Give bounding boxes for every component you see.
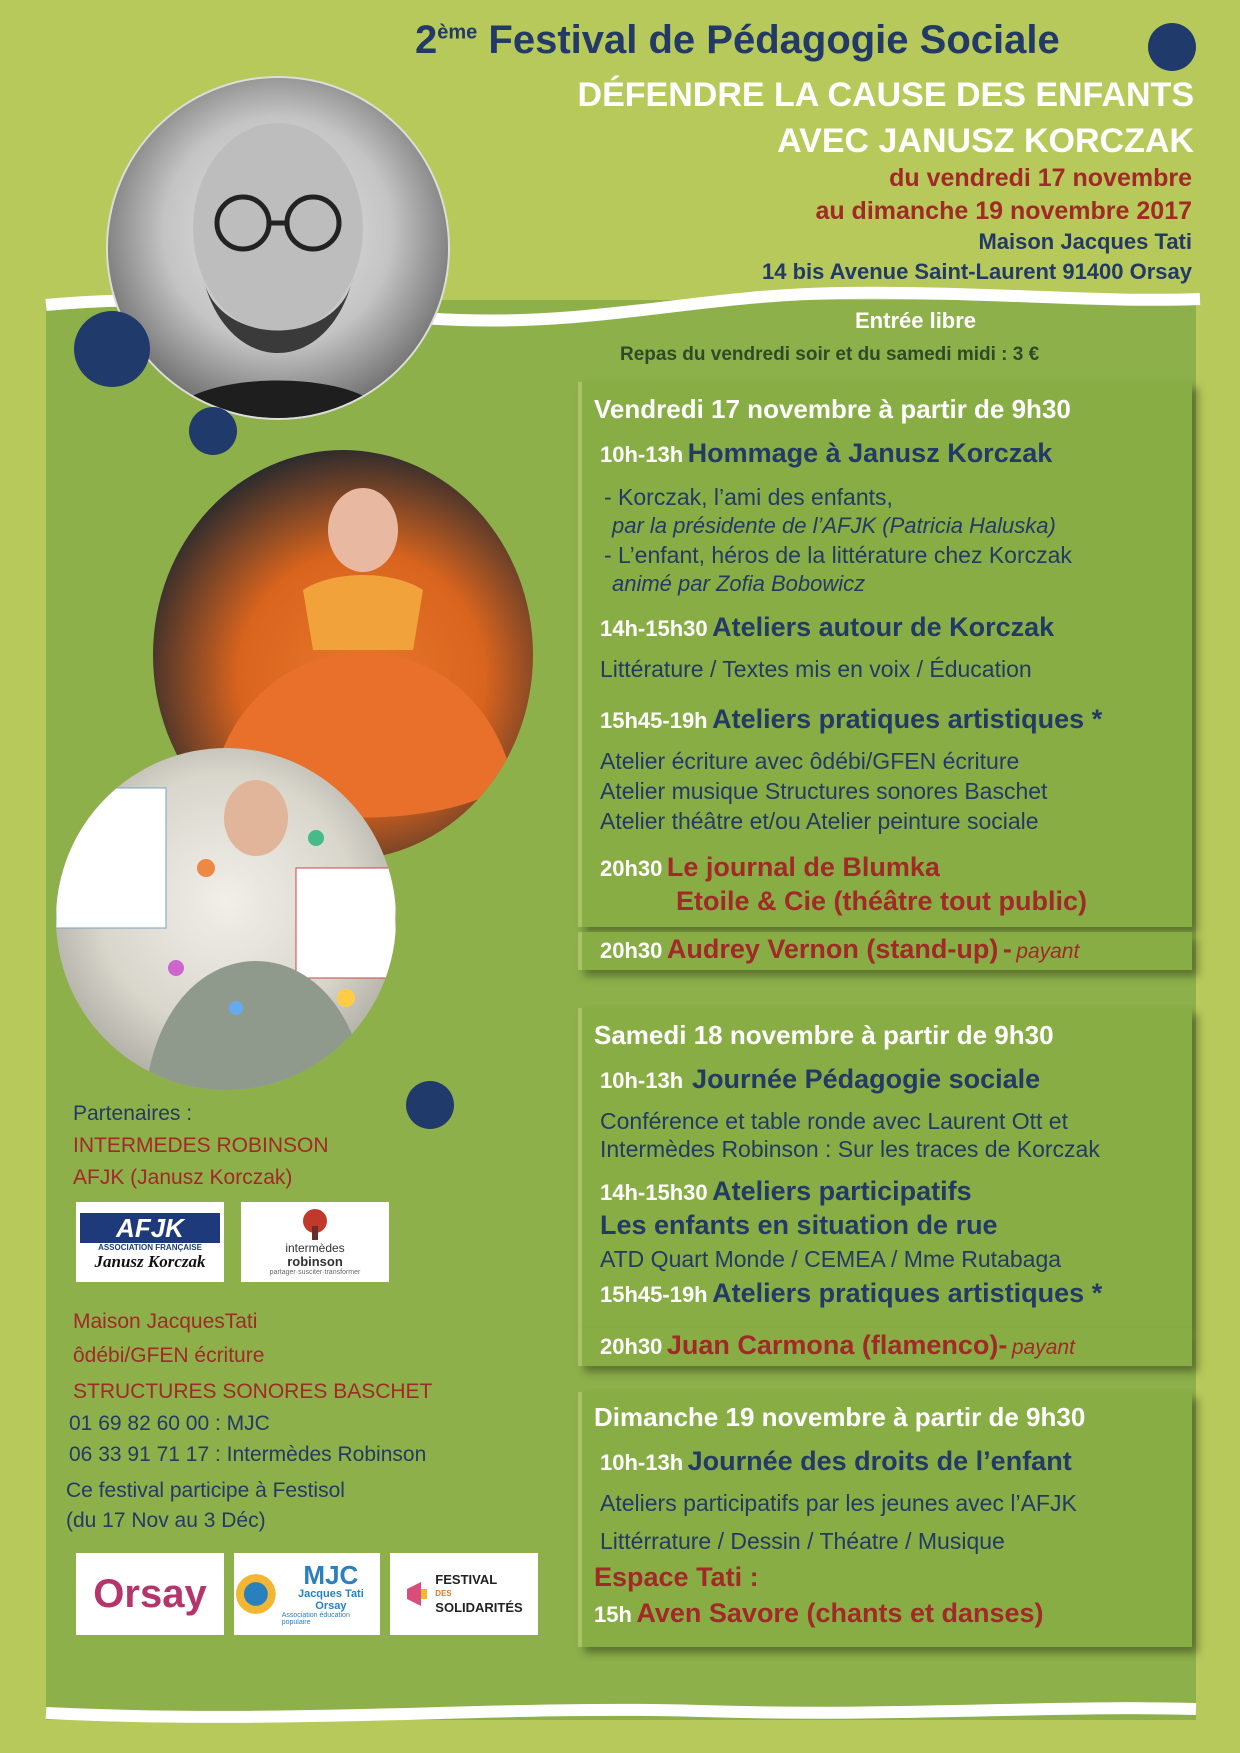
partner-intermedes: INTERMEDES ROBINSON [73, 1134, 329, 1157]
friday-s3-line-1: Atelier écriture avec ôdébi/GFEN écriture [600, 748, 1020, 774]
partner-afjk: AFJK (Janusz Korczak) [73, 1166, 293, 1189]
friday-s1-line-4: animé par Zofia Bobowicz [612, 571, 866, 596]
intermedes-robinson-logo [241, 1202, 389, 1282]
saturday-s2-line-3: ATD Quart Monde / CEMEA / Mme Rutabaga [600, 1246, 1062, 1272]
sunday-s1-line-2: Littérrature / Dessin / Théatre / Musique [600, 1528, 1005, 1554]
friday-show-box [578, 932, 1192, 970]
saturday-show: 20h30 Juan Carmona (flamenco)- payant [600, 1330, 1075, 1360]
afjk-logo [76, 1202, 224, 1282]
festisol-logo-text [435, 1573, 522, 1615]
dates-line-1: du vendredi 17 novembre [889, 164, 1192, 192]
bottom-wave-divider [0, 1695, 1240, 1735]
festisol-line-1: Ce festival participe à Festisol [66, 1479, 345, 1502]
friday-program-box [578, 382, 1192, 927]
mjc-logo-line-2: Jacques Tati [297, 1588, 364, 1600]
woman-confetti-photo [56, 748, 396, 1090]
robinson-logo-line-1: intermèdes [285, 1241, 345, 1255]
mjc-sun-icon [234, 1564, 278, 1624]
partner-maison-tati: Maison JacquesTati [73, 1310, 258, 1333]
friday-session-1: 10h-13h Hommage à Janusz Korczak [600, 438, 1053, 468]
partner-odebi: ôdébi/GFEN écriture [73, 1344, 265, 1367]
address: 14 bis Avenue Saint-Laurent 91400 Orsay [762, 259, 1192, 284]
afjk-logo-title: AFJK [80, 1213, 220, 1243]
festisol-logo-line-3: SOLIDARITÉS [435, 1600, 523, 1615]
navy-dot-header [1148, 23, 1196, 71]
korczak-portrait-photo [108, 78, 448, 418]
saturday-program-box [578, 1008, 1192, 1328]
sunday-heading: Dimanche 19 novembre à partir de 9h30 [594, 1402, 1086, 1432]
friday-heading: Vendredi 17 novembre à partir de 9h30 [594, 394, 1071, 424]
saturday-session-1: 10h-13h Journée Pédagogie sociale [600, 1064, 1041, 1094]
saturday-session-3: 15h45-19h Ateliers pratiques artistiques * [600, 1278, 1103, 1308]
friday-s4-line-2: Etoile & Cie (théâtre tout public) [676, 886, 1088, 916]
friday-s2-line-1: Littérature / Textes mis en voix / Éducation [600, 656, 1032, 682]
portrait-illustration [108, 78, 448, 418]
robinson-logo-line-3: partager·susciter·transformer [269, 1269, 361, 1276]
orsay-logo [76, 1553, 224, 1635]
megaphone-icon [405, 1579, 431, 1609]
saturday-show-box [578, 1328, 1192, 1366]
friday-session-2: 14h-15h30 Ateliers autour de Korczak [600, 612, 1055, 642]
festisol-logo [390, 1553, 538, 1635]
meals-info: Repas du vendredi soir et du samedi midi : 3 € [620, 344, 1040, 365]
mjc-logo-line-4: Association éducation populaire [281, 1612, 350, 1626]
sunday-session-2: 15h Aven Savore (chants et danses) [594, 1598, 1044, 1628]
sunday-session-1: 10h-13h Journée des droits de l’enfant [600, 1446, 1072, 1476]
mjc-logo-text [282, 1562, 380, 1626]
partners-label: Partenaires : [73, 1102, 193, 1125]
festisol-line-2: (du 17 Nov au 3 Déc) [66, 1509, 266, 1532]
friday-session-4: 20h30 Le journal de Blumka [600, 852, 940, 882]
sunday-program-box [578, 1392, 1192, 1647]
saturday-s1-line-1: Conférence et table ronde avec Laurent Ott et [600, 1108, 1068, 1134]
friday-s1-line-1: - Korczak, l’ami des enfants, [604, 484, 893, 510]
mjc-logo-line-3: Orsay [315, 1600, 347, 1612]
partner-baschet: STRUCTURES SONORES BASCHET [73, 1380, 433, 1403]
friday-s1-line-2: par la présidente de l’AFJK (Patricia Haluska) [612, 513, 1056, 538]
navy-dot-large [74, 311, 150, 387]
phone-mjc: 01 69 82 60 00 : MJC [69, 1412, 270, 1435]
festisol-logo-line-1: FESTIVAL [435, 1572, 498, 1587]
tree-icon [295, 1208, 335, 1242]
sunday-s1-line-1: Ateliers participatifs par les jeunes avec l’AFJK [600, 1490, 1077, 1516]
afjk-logo-name: Janusz Korczak [94, 1251, 206, 1271]
festisol-logo-line-2: DES [435, 1589, 452, 1598]
robinson-logo-line-2: robinson [287, 1254, 343, 1269]
friday-show: 20h30 Audrey Vernon (stand-up) - payant [600, 934, 1080, 964]
friday-session-3: 15h45-19h Ateliers pratiques artistiques * [600, 704, 1103, 734]
friday-s1-line-3: - L’enfant, héros de la littérature chez Korczak [604, 542, 1072, 568]
saturday-heading: Samedi 18 novembre à partir de 9h30 [594, 1020, 1054, 1050]
navy-dot-partners [406, 1081, 454, 1129]
mjc-logo [234, 1553, 380, 1635]
dates-line-2: au dimanche 19 novembre 2017 [815, 197, 1192, 225]
mjc-logo-line-1: MJC [303, 1560, 359, 1590]
subtitle-line-2: AVEC JANUSZ KORCZAK [777, 122, 1194, 160]
orsay-logo-text: Orsay [93, 1571, 207, 1616]
friday-s3-line-3: Atelier théâtre et/ou Atelier peinture sociale [600, 808, 1039, 834]
saturday-s2-line-2: Les enfants en situation de rue [600, 1210, 998, 1240]
subtitle-line-1: DÉFENDRE LA CAUSE DES ENFANTS [577, 76, 1194, 114]
saturday-session-2: 14h-15h30 Ateliers participatifs [600, 1176, 972, 1206]
venue: Maison Jacques Tati [978, 229, 1192, 254]
afjk-logo-subtitle: ASSOCIATION FRANÇAISE [98, 1242, 202, 1252]
espace-tati-label: Espace Tati : [594, 1562, 759, 1592]
friday-s3-line-2: Atelier musique Structures sonores Baschet [600, 778, 1048, 804]
navy-dot-small [189, 407, 237, 455]
entry-free: Entrée libre [855, 308, 977, 333]
woman-illustration [56, 748, 396, 1090]
phone-intermedes: 06 33 91 71 17 : Intermèdes Robinson [69, 1443, 427, 1466]
festival-title: 2ème Festival de Pédagogie Sociale [415, 18, 1060, 62]
saturday-s1-line-2: Intermèdes Robinson : Sur les traces de Korczak [600, 1136, 1100, 1162]
